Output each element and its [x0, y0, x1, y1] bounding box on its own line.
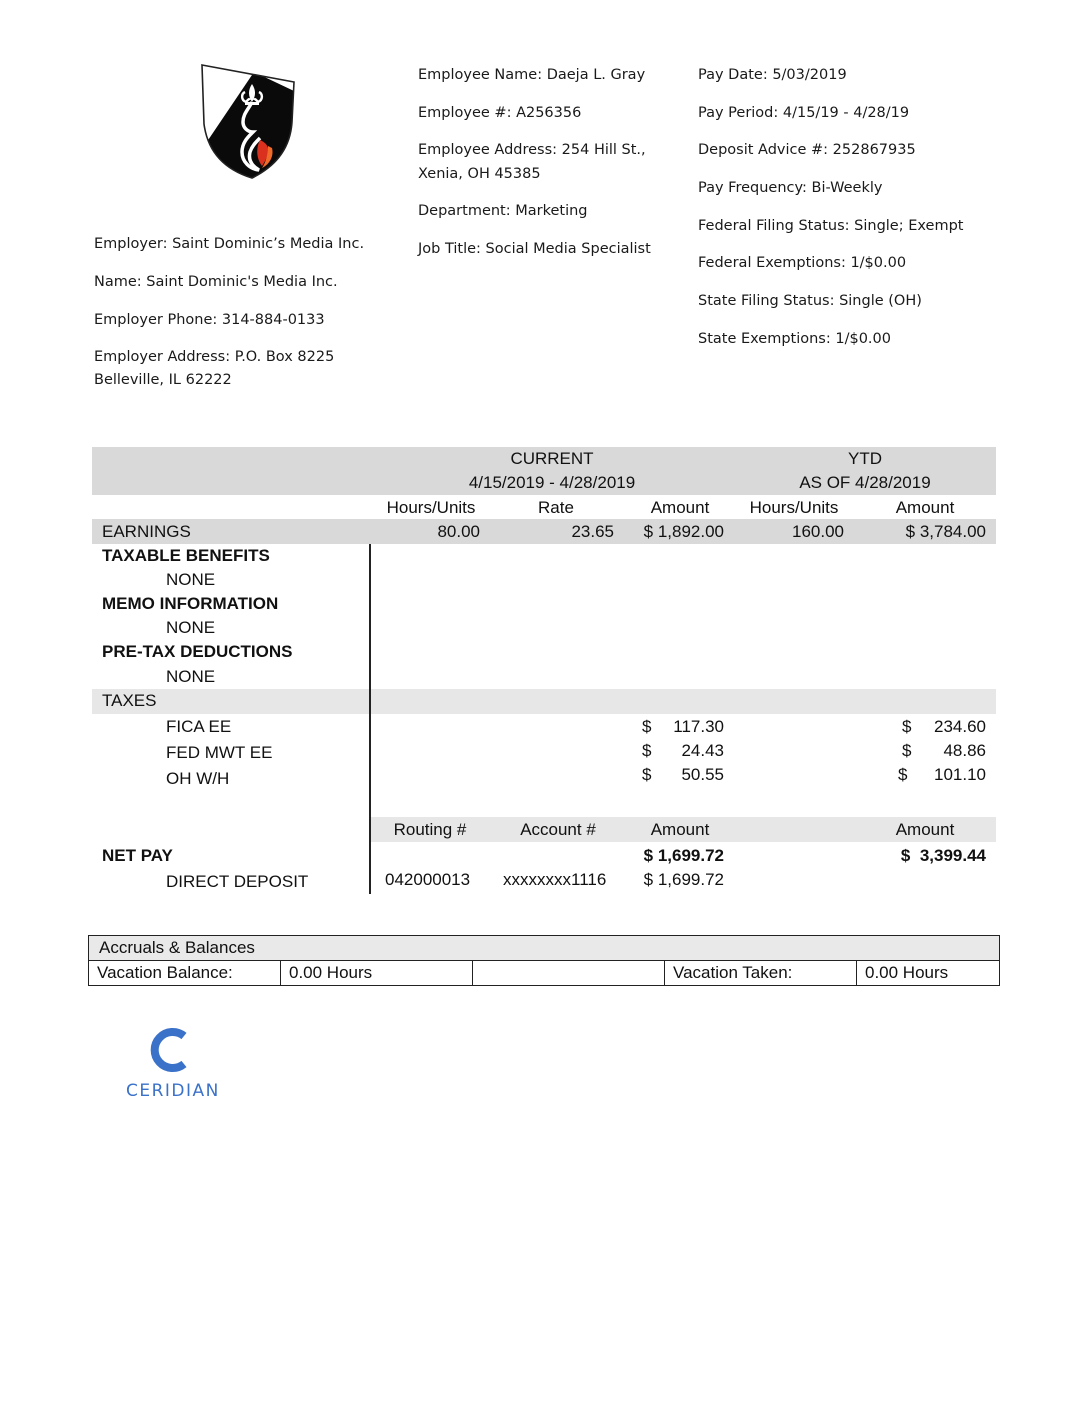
- tax-row-current-amount: 24.43: [681, 741, 724, 760]
- earnings-hours: 80.00: [437, 522, 480, 541]
- accruals-title: Accruals & Balances: [99, 938, 255, 957]
- earnings-rate: 23.65: [571, 522, 614, 541]
- employee-job-title: Job Title: Social Media Specialist: [418, 241, 651, 257]
- accruals-header: [89, 936, 999, 961]
- tax-row-current-amount: 117.30: [673, 717, 724, 736]
- column-header-rate: Rate: [538, 498, 574, 517]
- taxes-row-band: [92, 689, 996, 714]
- column-header-net-amount: Amount: [650, 820, 710, 839]
- tax-row-ytd-symbol: $: [902, 717, 912, 736]
- employer-address-line1: Employer Address: P.O. Box 8225: [94, 349, 335, 365]
- pay-frequency: Pay Frequency: Bi-Weekly: [698, 180, 883, 196]
- accruals-row: [89, 961, 999, 985]
- tax-row-current-symbol: $: [642, 741, 652, 760]
- tax-row-ytd-symbol: $: [902, 741, 912, 760]
- tax-row-ytd-amount: 101.10: [934, 765, 986, 784]
- current-label: CURRENT: [510, 449, 594, 468]
- earnings-amount: $ 1,892.00: [643, 522, 724, 541]
- company-crest-icon: [196, 62, 300, 182]
- column-header-ytd-hours: Hours/Units: [749, 498, 839, 517]
- taxable-benefits-value: NONE: [166, 570, 216, 589]
- pre-tax-deductions-label: PRE-TAX DEDUCTIONS: [102, 642, 293, 661]
- current-date-range: 4/15/2019 - 4/28/2019: [468, 473, 636, 492]
- direct-deposit-amount: $ 1,699.72: [643, 870, 724, 889]
- direct-deposit-label: DIRECT DEPOSIT: [166, 872, 309, 891]
- employer-label: Employer: Saint Dominic’s Media Inc.: [94, 236, 365, 252]
- earnings-ytd-hours: 160.00: [792, 522, 844, 541]
- column-header-net-ytd-amount: Amount: [895, 820, 955, 839]
- direct-deposit-routing: 042000013: [385, 870, 471, 889]
- tax-row-name: FICA EE: [166, 717, 232, 736]
- vacation-taken-value: 0.00 Hours: [865, 963, 949, 982]
- ytd-label: YTD: [848, 449, 882, 468]
- vacation-taken-label: Vacation Taken:: [665, 961, 857, 985]
- vacation-balance-label: Vacation Balance:: [89, 961, 281, 985]
- earnings-ytd-amount: $ 3,784.00: [905, 522, 986, 541]
- pay-date: Pay Date: 5/03/2019: [698, 67, 847, 83]
- tax-row-ytd-amount: 234.60: [934, 717, 986, 736]
- ceridian-wordmark: CERIDIAN: [126, 1081, 220, 1101]
- taxes-label: TAXES: [102, 691, 157, 710]
- pre-tax-deductions-value: NONE: [166, 667, 216, 686]
- net-pay-label: NET PAY: [102, 846, 173, 865]
- ceridian-logo-icon: [146, 1025, 194, 1075]
- column-header-routing: Routing #: [393, 820, 467, 839]
- net-pay-ytd-amount: $ 3,399.44: [900, 846, 986, 865]
- memo-information-value: NONE: [166, 618, 216, 637]
- tax-row-ytd-symbol: $: [898, 765, 908, 784]
- tax-row-ytd-amount: 48.86: [943, 741, 986, 760]
- state-filing-status: State Filing Status: Single (OH): [698, 293, 922, 309]
- federal-exemptions: Federal Exemptions: 1/$0.00: [698, 255, 907, 271]
- memo-information-label: MEMO INFORMATION: [102, 594, 279, 613]
- employer-name: Name: Saint Dominic's Media Inc.: [94, 274, 338, 290]
- employee-name: Employee Name: Daeja L. Gray: [418, 67, 646, 83]
- tax-row-current-symbol: $: [642, 765, 652, 784]
- net-pay-amount: $ 1,699.72: [643, 846, 724, 865]
- employee-department: Department: Marketing: [418, 203, 588, 219]
- state-exemptions: State Exemptions: 1/$0.00: [698, 331, 891, 347]
- deposit-advice-number: Deposit Advice #: 252867935: [698, 142, 916, 158]
- employee-address-line1: Employee Address: 254 Hill St.,: [418, 142, 646, 158]
- earnings-label: EARNINGS: [102, 522, 191, 541]
- federal-filing-status: Federal Filing Status: Single; Exempt: [698, 218, 964, 234]
- taxable-benefits-label: TAXABLE BENEFITS: [102, 546, 270, 565]
- accruals-blank-cell: [473, 961, 665, 985]
- employee-address-line2: Xenia, OH 45385: [418, 166, 541, 182]
- pay-period: Pay Period: 4/15/19 - 4/28/19: [698, 105, 910, 121]
- tax-row-current-symbol: $: [642, 717, 652, 736]
- ytd-as-of: AS OF 4/28/2019: [799, 473, 931, 492]
- employer-phone: Employer Phone: 314-884-0133: [94, 312, 325, 328]
- tax-row-current-amount: 50.55: [681, 765, 724, 784]
- column-header-account: Account #: [520, 820, 596, 839]
- employer-address-line2: Belleville, IL 62222: [94, 372, 232, 388]
- table-column-divider: [369, 544, 371, 894]
- employee-number: Employee #: A256356: [418, 105, 582, 121]
- accruals-balances-box: [88, 935, 1000, 986]
- column-header-ytd-amount: Amount: [895, 498, 955, 517]
- column-header-hours: Hours/Units: [386, 498, 476, 517]
- direct-deposit-account: xxxxxxxx1116: [503, 870, 607, 889]
- vacation-balance-value: 0.00 Hours: [281, 961, 473, 985]
- tax-row-name: FED MWT EE: [166, 743, 273, 762]
- column-header-amount: Amount: [650, 498, 710, 517]
- tax-row-name: OH W/H: [166, 769, 230, 788]
